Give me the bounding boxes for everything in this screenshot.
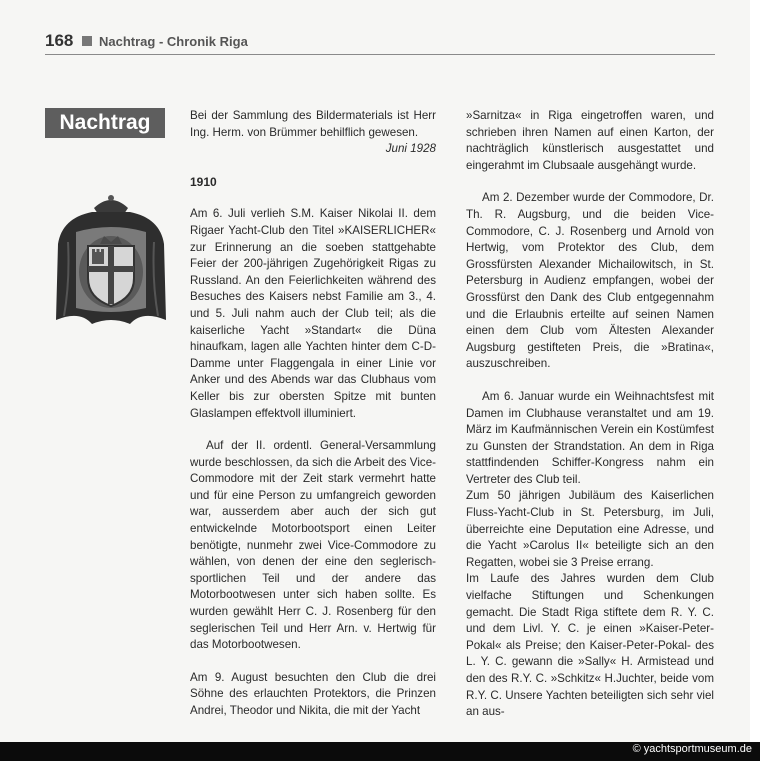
- paragraph: Auf der II. ordentl. General-Versammlung wurde beschlossen, da sich die Arbeit des Vice-Commodore mit der Zeit stark vermehrt hatte und für eine Person zu umfangreich geworden war, ausserdem aber auch der sich gut entwickelnde Motorbootsport einen Leiter benötigte, nunmehr zwei Vice-Commodore zu wählen, von denen der eine den seglerisch-sportlichen Teil und der andere das Motorbootwesen unter sich haben sollte. Es wurden gewählt Herr C. J. Rosenberg für den seglerischen Teil und Herr Arn. v. Hertwig für das Motorbootwesen.: [190, 439, 436, 652]
- paragraph: Am 2. Dezember wurde der Commodore, Dr. Th. R. Augsburg, und die beiden Vice-Commodore, C. J. Rosenberg und Arnold von Hertwig, vom Protektor des Club, dem Grossfürsten Alexander Michailowitsch, in St. Petersburg in Audienz empfangen, wobei der Grossfürst den Dank des Club entgegennahm und die Erlaubnis erteilte auf seinen Namen einen dem Club vom Ältesten Alexander Augsburg gestifteten Preis, die »Bratina«, auszuschreiben.: [466, 191, 714, 371]
- coat-of-arms-icon: [50, 192, 172, 334]
- intro-date: Juni 1928: [385, 142, 436, 156]
- paragraph: »Sarnitza« in Riga eingetroffen waren, und schrieben ihren Namen auf einen Karton, der nachträglich künstlerisch ausgestattet und eingerahmt im Clubsaale ausgehängt wurde.: [466, 109, 714, 172]
- text-column-right: [466, 108, 714, 721]
- paragraph: Am 9. August besuchten den Club die drei Söhne des erlauchten Protektors, die Prinzen Andrei, Theodor und Nikita, die mit der Yacht: [190, 670, 436, 717]
- header-square-icon: [82, 36, 92, 46]
- year-heading: 1910: [190, 174, 217, 189]
- paragraph: Im Laufe des Jahres wurden dem Club vielfache Stiftungen und Schenkungen gemacht. Die Stadt Riga stiftete dem R. Y. C. und dem Livl. Y. C. je einen »Kaiser-Peter-Pokal« als Preise; den Kaiser-Peter-Pokal- des L. Y. C. gewann die »Sally« H. Armistead und den des R.Y. C. »Schkitz« H.Juchter, beide vom R.Y. C. Unsere Yachten beteiligten sich sehr viel an aus-: [466, 572, 714, 719]
- section-tag: Nachtrag: [45, 108, 165, 138]
- paragraph: Am 6. Januar wurde ein Weihnachtsfest mit Damen im Clubhause veranstaltet und am 19. März im Kaufmännischen Verein ein Kostümfest zu Gunsten der Strandstation. An dem in Riga stattfindenden Schiffer-Kongress nahm ein Vertreter des Club teil.: [466, 389, 714, 486]
- header-rule: [45, 54, 715, 55]
- running-title: Nachtrag - Chronik Riga: [99, 34, 248, 49]
- page-header: [45, 31, 715, 53]
- text-column-left: [190, 108, 436, 720]
- paragraph: Zum 50 jährigen Jubiläum des Kaiserlichen Fluss-Yacht-Club in St. Petersburg, im Juli, überreichte eine Deputation eine Adresse, und die Yacht »Carolus II« beteiligte sich an den Regatten, wobei sie 3 Preise errang.: [466, 489, 714, 569]
- page-number: 168: [45, 31, 74, 50]
- intro-paragraph: Bei der Sammlung des Bildermaterials ist Herr Ing. Herm. von Brümmer behilflich gewesen.: [190, 109, 436, 139]
- copyright-notice: © yachtsportmuseum.de: [632, 743, 752, 755]
- page-edge: [750, 0, 760, 761]
- paragraph: Am 6. Juli verlieh S.M. Kaiser Nikolai II. dem Rigaer Yacht-Club den Titel »KAISERLICHER« zur Erinnerung an die soeben stattgehabte Feier der 200-jährigen Zugehörigkeit Rigas zu Russland. An den Feierlichkeiten während des Besuches des Kaisers nebst Familie am 3., 4. und 5. Juli nahm auch der Club teil; als die kaiserliche Yacht »Standart« die Düna hinaufkam, lagen alle Yachten hinter dem C-D-Damme unter Flaggengala in einer Linie vor Anker und des Abends war das Clubhaus vom Keller bis zur obersten Spitze mit bunten Glaslampen effektvoll illuminiert.: [190, 207, 436, 420]
- footer-strip: [0, 742, 760, 761]
